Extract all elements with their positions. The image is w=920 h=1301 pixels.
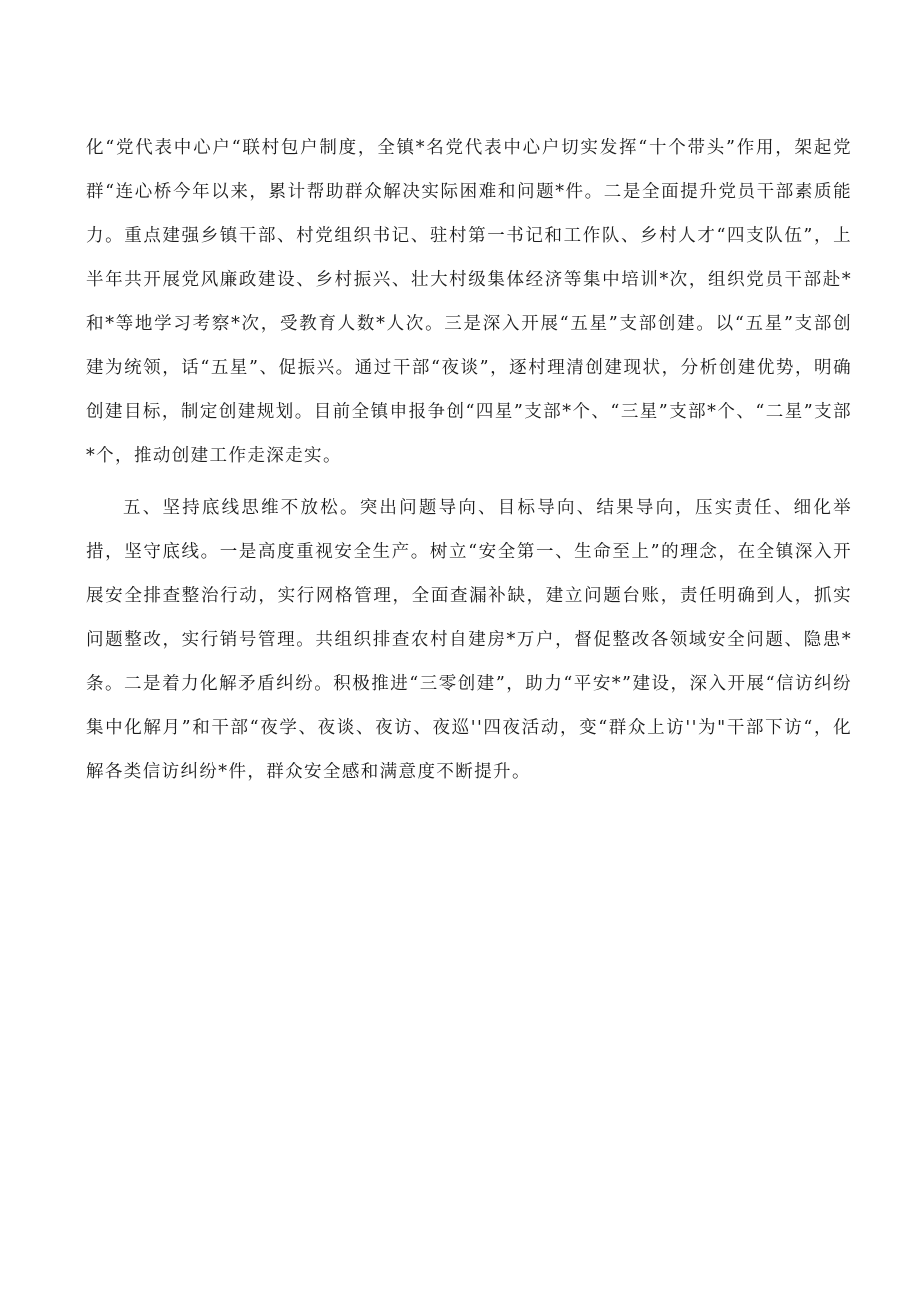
document-body bbox=[86, 126, 852, 794]
paragraph-bottom-line-thinking: 五、坚持底线思维不放松。突出问题导向、目标导向、结果导向，压实责任、细化举措，坚守底线。一是高度重视安全生产。树立“安全第一、生命至上”的理念，在全镇深入开展安全排查整治行动，实行网格管理，全面查漏补缺，建立问题台账，责任明确到人，抓实问题整改，实行销号管理。共组织排查农村自建房*万户，督促整改各领域安全问题、隐患*条。二是着力化解矛盾纠纷。积极推进“三零创建”，助力“平安*”建设，深入开展“信访纠纷集中化解月”和干部“夜学、夜谈、夜访、夜巡''四夜活动，变“群众上访''为"干部下访“，化解各类信访纠纷*件，群众安全感和满意度不断提升。 bbox=[86, 498, 852, 782]
paragraph-party-building: 化“党代表中心户“联村包户制度，全镇*名党代表中心户切实发挥“十个带头”作用，架起党群“连心桥今年以来，累计帮助群众解决实际困难和问题*件。二是全面提升党员干部素质能力。重点建强乡镇干部、村党组织书记、驻村第一书记和工作队、乡村人才“四支队伍”，上半年共开展党风廉政建设、乡村振兴、壮大村级集体经济等集中培训*次，组织党员干部赴*和*等地学习考察*次，受教育人数*人次。三是深入开展“五星”支部创建。以“五星”支部创建为统领，话“五星”、促振兴。通过干部“夜谈”，逐村理清创建现状，分析创建优势，明确创建目标，制定创建规划。目前全镇申报争创“四星”支部*个、“三星”支部*个、“二星”支部*个，推动创建工作走深走实。 bbox=[86, 138, 852, 466]
